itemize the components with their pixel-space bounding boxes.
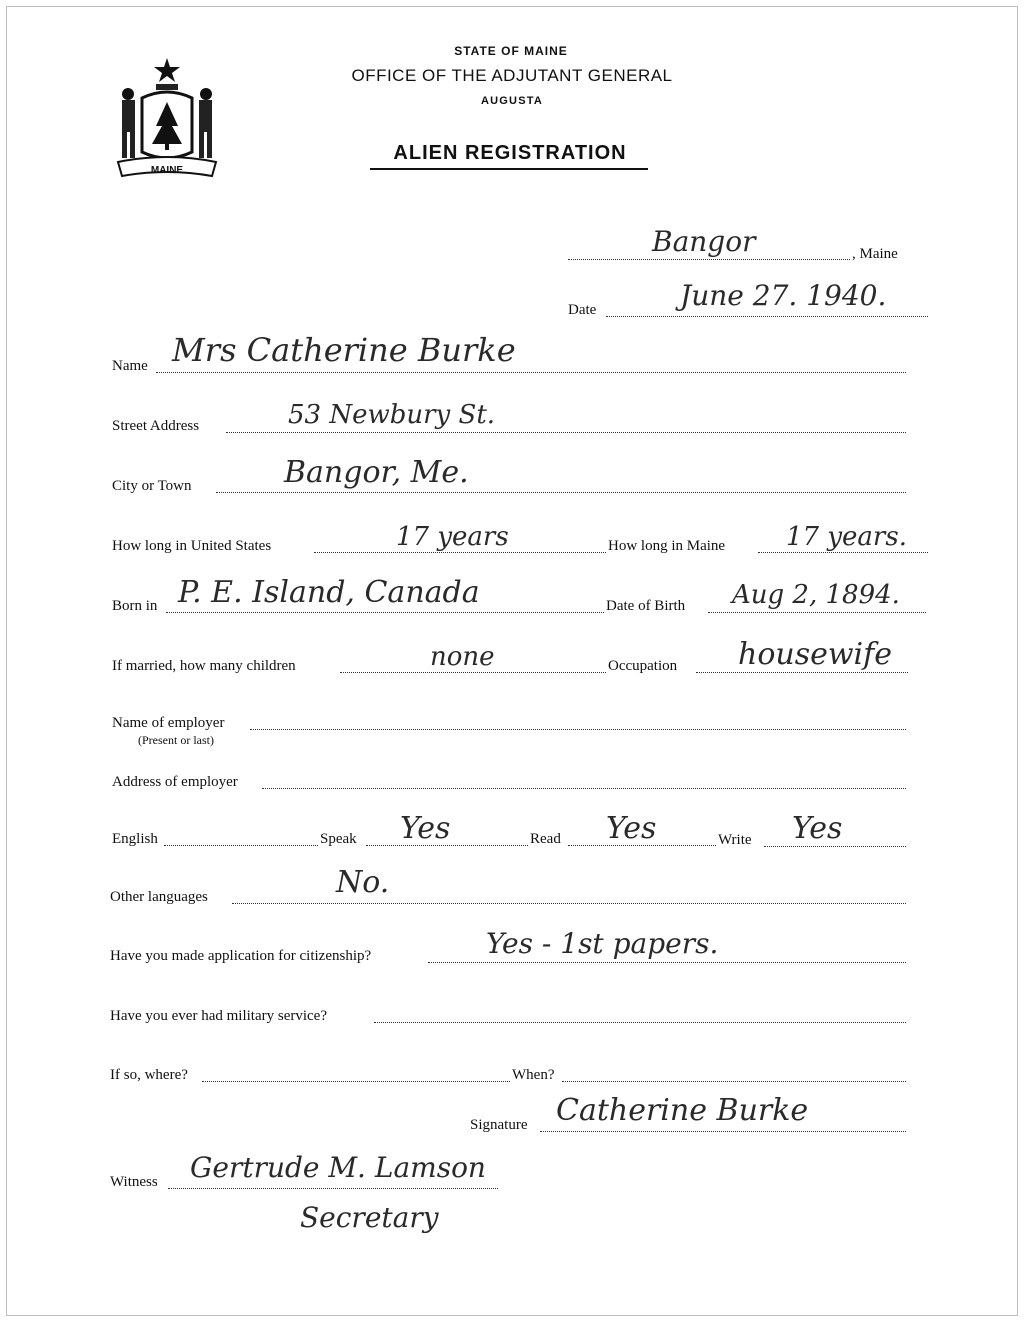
how-long-us-label: How long in United States bbox=[112, 538, 272, 554]
name-label: Name bbox=[112, 358, 148, 374]
header-office: OFFICE OF THE ADJUTANT GENERAL bbox=[351, 66, 673, 85]
form-title: ALIEN REGISTRATION bbox=[393, 142, 627, 164]
employer-note: (Present or last) bbox=[138, 733, 214, 747]
how-long-us-value[interactable]: 17 years bbox=[396, 522, 509, 552]
speak-value[interactable]: Yes bbox=[400, 811, 451, 846]
born-in-label: Born in bbox=[112, 598, 158, 614]
citizenship-line bbox=[428, 962, 906, 963]
seal-maine-text: MAINE bbox=[150, 165, 184, 176]
how-long-maine-value[interactable]: 17 years. bbox=[786, 522, 907, 552]
street-value[interactable]: 53 Newbury St. bbox=[288, 400, 496, 430]
date-value[interactable]: June 27. 1940. bbox=[680, 279, 887, 312]
city-line bbox=[216, 492, 906, 493]
children-value[interactable]: none bbox=[430, 642, 495, 672]
how-long-maine-line bbox=[758, 552, 928, 553]
write-label: Write bbox=[718, 832, 752, 848]
name-line bbox=[156, 372, 906, 373]
occupation-label: Occupation bbox=[608, 658, 678, 674]
date-label: Date bbox=[568, 302, 597, 318]
date-line bbox=[606, 316, 928, 317]
born-in-line bbox=[166, 612, 604, 613]
witness-label: Witness bbox=[110, 1174, 158, 1190]
other-languages-label: Other languages bbox=[110, 889, 208, 905]
english-label: English bbox=[112, 831, 158, 847]
title-underline bbox=[370, 168, 648, 170]
employer-address-label: Address of employer bbox=[112, 774, 238, 790]
born-in-value[interactable]: P. E. Island, Canada bbox=[178, 575, 480, 610]
citizenship-value[interactable]: Yes - 1st papers. bbox=[486, 927, 719, 960]
signature-value[interactable]: Catherine Burke bbox=[556, 1093, 809, 1128]
place-value[interactable]: Bangor bbox=[652, 225, 756, 258]
header-city: AUGUSTA bbox=[481, 95, 543, 107]
name-value[interactable]: Mrs Catherine Burke bbox=[172, 331, 516, 369]
english-line bbox=[164, 845, 318, 846]
other-languages-line bbox=[232, 903, 906, 904]
read-value[interactable]: Yes bbox=[606, 811, 657, 846]
speak-label: Speak bbox=[320, 831, 357, 847]
read-label: Read bbox=[530, 831, 561, 847]
where-line[interactable] bbox=[202, 1081, 510, 1082]
dob-value[interactable]: Aug 2, 1894. bbox=[732, 580, 900, 610]
signature-label: Signature bbox=[470, 1117, 528, 1133]
maine-label: , Maine bbox=[852, 246, 898, 262]
how-long-maine-label: How long in Maine bbox=[608, 538, 726, 554]
street-line bbox=[226, 432, 906, 433]
employer-address-line[interactable] bbox=[262, 788, 906, 789]
place-line bbox=[568, 259, 850, 260]
citizenship-label: Have you made application for citizenship? bbox=[110, 948, 372, 964]
write-line bbox=[764, 846, 906, 847]
other-languages-value[interactable]: No. bbox=[336, 865, 390, 900]
signature-line bbox=[540, 1131, 906, 1132]
write-value[interactable]: Yes bbox=[792, 811, 843, 846]
witness-value[interactable]: Gertrude M. Lamson bbox=[190, 1151, 486, 1184]
witness-title: Secretary bbox=[300, 1201, 439, 1234]
witness-line bbox=[168, 1188, 498, 1189]
employer-line[interactable] bbox=[250, 729, 906, 730]
military-label: Have you ever had military service? bbox=[110, 1008, 327, 1024]
children-label: If married, how many children bbox=[112, 658, 296, 674]
when-line[interactable] bbox=[562, 1081, 906, 1082]
military-line[interactable] bbox=[374, 1022, 906, 1023]
dob-label: Date of Birth bbox=[606, 598, 686, 614]
header-state: STATE OF MAINE bbox=[454, 44, 568, 58]
dob-line bbox=[708, 612, 926, 613]
occupation-line bbox=[696, 672, 908, 673]
city-label: City or Town bbox=[112, 478, 192, 494]
where-label: If so, where? bbox=[110, 1067, 188, 1083]
occupation-value[interactable]: housewife bbox=[738, 637, 892, 672]
city-value[interactable]: Bangor, Me. bbox=[284, 455, 469, 490]
when-label: When? bbox=[512, 1067, 555, 1083]
employer-label: Name of employer bbox=[112, 715, 225, 731]
street-label: Street Address bbox=[112, 418, 200, 434]
children-line bbox=[340, 672, 606, 673]
how-long-us-line bbox=[314, 552, 606, 553]
